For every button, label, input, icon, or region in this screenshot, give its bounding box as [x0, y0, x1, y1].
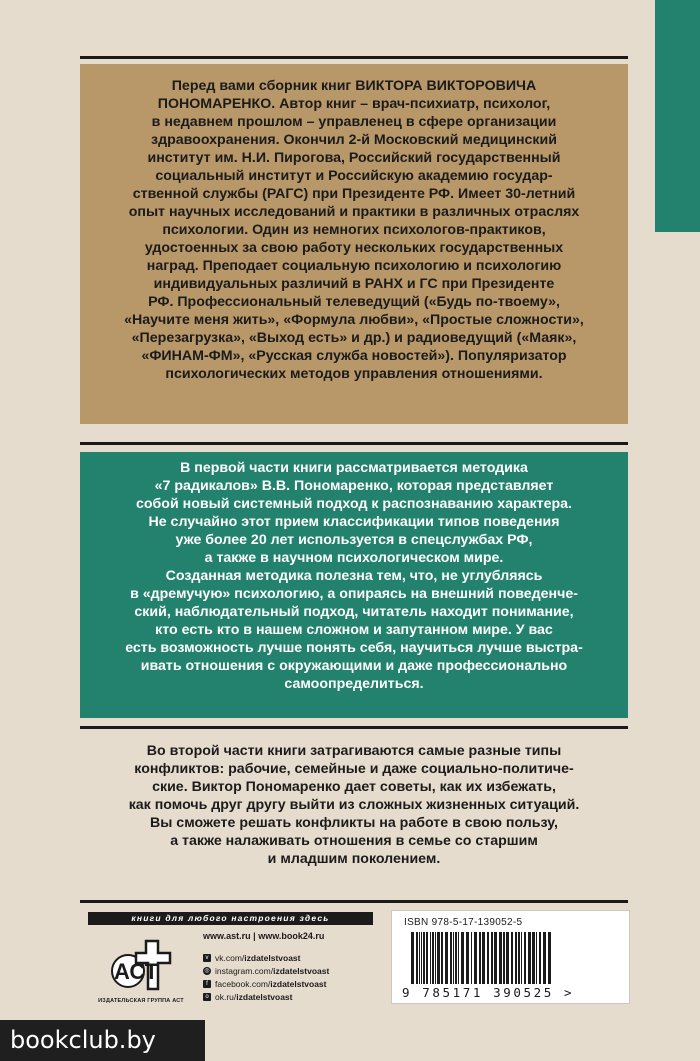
social-link-handle: izdatelstvoast — [244, 952, 301, 963]
divider-middle — [80, 442, 628, 445]
text-line: собой новый системный подход к распознаванию характера. — [135, 496, 572, 512]
isbn-number: ISBN 978-5-17-139052-5 — [404, 917, 523, 928]
text-line: кто есть кто в нашем сложном и запутанном мире. У вас — [155, 622, 553, 638]
text-line: психологии. Один из немногих психологов-практиков, — [162, 222, 546, 238]
text-line: Не случайно этот прием классификации типов поведения — [148, 514, 560, 530]
facebook-icon: f — [203, 980, 211, 988]
text-line: РФ. Профессиональный телеведущий («Будь по-твоему», — [148, 294, 560, 310]
barcode-digits: 9 785171 390525 > — [402, 985, 575, 1000]
text-line: «Научите меня жить», «Формула любви», «Простые сложности», — [124, 312, 584, 328]
social-link-handle: izdatelstvoast — [273, 965, 330, 976]
text-line: в недавнем прошлом – управленец в сфере организации — [151, 114, 557, 130]
text-line: Во второй части книги затрагиваются самые разные типы — [146, 743, 562, 759]
text-line: Перед вами сборник книг ВИКТОРА ВИКТОРОВИЧА — [171, 78, 537, 94]
text-line: «ФИНАМ-ФМ», «Русская служба новостей»). Популяризатор — [141, 348, 567, 364]
text-line: есть возможность лучше понять себя, научиться лучше выстра- — [125, 640, 583, 656]
publisher-slogan: книги для любого настроения здесь — [88, 912, 373, 925]
ok-icon: o — [203, 993, 211, 1001]
part-two-description — [80, 736, 628, 886]
text-line: Вы сможете решать конфликты на работе в свою пользу, — [150, 815, 558, 831]
divider-bottom — [80, 900, 628, 903]
text-line: конфликтов: рабочие, семейные и даже социально-политиче- — [134, 761, 574, 777]
text-line: социальный институт и Российскую академию государ- — [155, 168, 553, 184]
teal-spine-strip — [655, 0, 700, 232]
text-line: опыт научных исследований и практики в различных отраслях — [128, 204, 580, 220]
text-line: в «дремучую» психологию, а опираясь на внешний поведенче- — [130, 586, 578, 602]
text-line: самоопределиться. — [284, 676, 424, 692]
text-line: уже более 20 лет используется в спецслужбах РФ, — [175, 532, 533, 548]
social-link-domain: instagram.com/ — [215, 965, 274, 976]
social-link[interactable] — [203, 977, 329, 990]
social-link-handle: izdatelstvoast — [270, 978, 327, 989]
text-line: институт им. Н.И. Пирогова, Российский государственный — [147, 150, 561, 166]
vk-icon: v — [203, 954, 211, 962]
text-line: ПОНОМАРЕНКО. Автор книг – врач-психиатр, психолог, — [157, 96, 551, 112]
text-line: Созданная методика полезна тем, что, не углубляясь — [165, 568, 543, 584]
social-links — [203, 951, 329, 1003]
social-link[interactable] — [203, 964, 329, 977]
text-line: ственной службы (РАГС) при Президенте РФ. Имеет 30-летний — [132, 186, 576, 202]
text-line: а также в научном психологическом мире. — [204, 550, 504, 566]
social-link[interactable] — [203, 990, 329, 1003]
barcode-icon — [401, 932, 623, 988]
text-line: удостоенных за свою работу нескольких государственных — [144, 240, 564, 256]
text-line: ский, наблюдательный подход, читатель находит понимание, — [134, 604, 574, 620]
text-line: ивать отношения с окружающими и даже профессионально — [140, 658, 568, 674]
logo-text: АСТ — [114, 959, 159, 984]
text-line: ские. Виктор Пономаренко дает советы, как их избежать, — [152, 779, 556, 795]
publisher-websites[interactable]: www.ast.ru | www.book24.ru — [203, 931, 325, 941]
divider-top — [80, 56, 628, 59]
divider-lower — [80, 726, 628, 729]
social-link-domain: vk.com/ — [215, 952, 245, 963]
logo-caption: ИЗДАТЕЛЬСКАЯ ГРУППА АСТ — [98, 998, 184, 1004]
watermark: bookclub.by — [0, 1020, 205, 1061]
author-bio-block — [80, 64, 628, 424]
social-link-domain: ok.ru/ — [215, 991, 237, 1002]
social-link[interactable] — [203, 951, 329, 964]
text-line: В первой части книги рассматривается методика — [180, 460, 528, 476]
text-line: наград. Преподает социальную психологию и психологию — [146, 258, 562, 274]
instagram-icon: ◎ — [204, 967, 210, 974]
text-line: психологических методов управления отношениями. — [165, 366, 543, 382]
text-line: как помочь друг другу выйти из сложных жизненных ситуаций. — [128, 797, 580, 813]
text-line: «7 радикалов» В.В. Пономаренко, которая представляет — [154, 478, 554, 494]
ast-logo — [100, 927, 182, 997]
text-line: а также налаживать отношения в семье со старшим — [170, 833, 538, 849]
social-link-handle: izdatelstvoast — [236, 991, 293, 1002]
text-line: «Перезагрузка», «Выход есть» и др.) и радиоведущий («Маяк», — [131, 330, 577, 346]
social-link-domain: facebook.com/ — [215, 978, 271, 989]
text-line: и младшим поколением. — [267, 851, 441, 867]
text-line: здравоохранения. Окончил 2-й Московский медицинский — [151, 132, 557, 148]
text-line: индивидуальных различий в РАНХ и ГС при Президенте — [153, 276, 555, 292]
part-one-description — [80, 452, 628, 718]
